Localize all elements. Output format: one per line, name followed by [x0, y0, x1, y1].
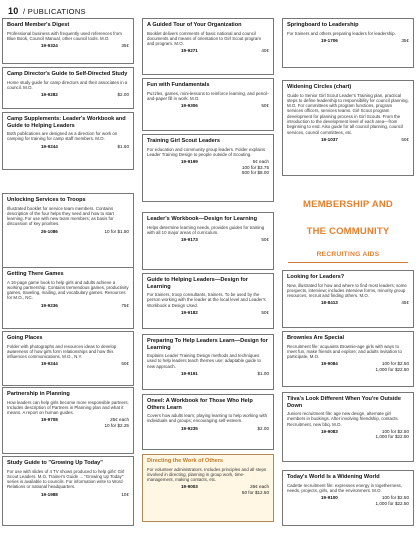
- card-description: A 16-page game book to help girls and adults achieve a working partnership. Contains tremendous games, productivity games, traveling, mailing, and vocabulary games. Resources for M.O., NC.: [7, 279, 129, 301]
- card-footer: [147, 237, 269, 242]
- card-footer: [287, 300, 409, 305]
- price: 1,000 for $22.50: [375, 434, 409, 440]
- card-footer: [147, 48, 269, 53]
- card-title: Board Member's Digest: [7, 22, 70, 28]
- publication-card: [2, 112, 134, 170]
- card-title: Going Places: [7, 335, 43, 341]
- catalog-code: 19-9084: [321, 361, 338, 367]
- card-footer: [7, 229, 129, 234]
- publication-card: [142, 334, 274, 390]
- price: 50 for $12.50: [241, 489, 269, 495]
- card-title: Today's World Is a Widening World: [287, 474, 380, 480]
- card-footer: [7, 417, 129, 428]
- card-description: Guide to Senior Girl Scout Leader's Training plan, practical steps to define leadership to responsibility for council planning. M.O. For committees with program functions, program services officers, services teams. Girl Scout program development for planning process in Girl Scouts. From the introduction to the development level of each area—from beginning to end. Also guide for all council planning, council services, council committees, etc.: [287, 92, 409, 135]
- card-footer: [287, 429, 409, 440]
- card-title: Oneel: A Workbook for Those Who Help Others Learn: [147, 398, 253, 411]
- publication-card-highlighted: [142, 454, 274, 522]
- card-description: Home study guide for camp directors and their associates in a council. M.O.: [7, 79, 128, 90]
- price: 100 for $3.75: [241, 164, 269, 170]
- publication-card: [142, 394, 274, 450]
- card-description: Both publications are designed as a direction for work on camping for training for camp staff members. M.O.: [7, 131, 118, 142]
- card-description: Recruitment file: acquaints Brownie-age girls with ways to meet fun, make friends and explore; and adults invitation to participate, M.O.: [287, 343, 402, 360]
- card-title: Guide to Helping Leaders—Design for Learning: [147, 277, 249, 290]
- card-title: Study Guide to "Growing Up Today": [7, 460, 103, 466]
- card-description: For use with slides of 4 TV shows produced to help girls' Girl Scout Leaders. M.O. Trainer's Guide ... "Growing Up Today" series is available to councils. For information write to Word Relations or national headquarters.: [7, 468, 125, 490]
- card-footer: [287, 137, 409, 142]
- publication-card: [142, 78, 274, 131]
- catalog-code: 19-9324: [41, 43, 58, 49]
- card-title: Unlocking Services to Troops: [7, 197, 86, 203]
- catalog-code: 19-9271: [181, 48, 198, 54]
- card-footer: [7, 144, 129, 149]
- catalog-code: 19-9235: [181, 425, 198, 431]
- price-list: [376, 495, 409, 506]
- card-footer: [287, 361, 409, 372]
- card-footer: [147, 371, 269, 376]
- catalog-code: 19-9191: [181, 371, 198, 377]
- publication-card: [142, 212, 274, 270]
- catalog-code: 19-9306: [181, 103, 198, 109]
- card-title: Tiiva's Look Different When You're Outside Down: [287, 396, 401, 409]
- card-description: Professional business with frequently used references from Blue Book, Council Manual, other council tools. M.O.: [7, 30, 122, 41]
- card-title: Directing the Work of Others: [147, 458, 224, 464]
- card-title: Widening Circles (chart): [287, 84, 352, 90]
- catalog-code: 19-9182: [181, 310, 198, 316]
- card-footer: [7, 92, 129, 97]
- card-footer: [7, 43, 129, 48]
- price: 500 for $8.00: [241, 170, 269, 175]
- card-description: For volunteer administrators. Includes principles and all steps involved in directing, planning in group work, time-management, making contacts, etc.: [147, 466, 267, 483]
- card-description: Covers how adults learn; playing learning to help working with individuals and groups; encouraging self-esteem.: [147, 413, 268, 424]
- publication-card: [282, 470, 414, 526]
- catalog-code: 19-9083: [321, 429, 338, 435]
- section-banner: [282, 183, 414, 270]
- price: 40¢: [261, 48, 269, 54]
- price: 10 for $2.25: [104, 422, 129, 428]
- card-title: Brownies Are Special: [287, 335, 344, 341]
- card-title: Training Girl Scout Leaders: [147, 138, 221, 144]
- card-title: Getting There Games: [7, 271, 64, 277]
- price-list: [242, 159, 269, 175]
- card-title: Leader's Workbook—Design for Learning: [147, 216, 258, 222]
- catalog-code: 19-9282: [41, 92, 58, 98]
- catalog-code: 19-9003: [181, 484, 198, 490]
- catalog-code: 19-1988: [41, 491, 58, 497]
- card-footer: [7, 303, 129, 308]
- card-footer: [287, 495, 409, 506]
- price-list: [242, 484, 269, 495]
- price: $1.60: [117, 143, 129, 149]
- card-footer: [147, 103, 269, 108]
- price: 35¢: [401, 37, 409, 43]
- banner-title-line2: THE COMMUNITY: [306, 226, 390, 237]
- publication-card: [2, 18, 134, 64]
- card-description: Cadette recruitment file: expresses energy in togetherness, needs, projects, girls, and the environment. M.O.: [287, 482, 402, 493]
- banner-subtitle: RECRUITING AIDS: [316, 251, 380, 258]
- catalog-code: 19-9708: [41, 417, 58, 423]
- publication-card: [2, 267, 134, 329]
- price-list: [104, 417, 129, 428]
- price: $2.00: [257, 425, 269, 431]
- catalog-code: 19-1706: [321, 37, 338, 43]
- publication-card: [142, 18, 274, 75]
- page-number: 10: [8, 6, 19, 16]
- publication-card: [282, 331, 414, 387]
- price: $1.00: [257, 371, 269, 377]
- catalog-code: 19-9244: [41, 361, 58, 367]
- card-description: Booklet delivers comments of basic national and council documents and means of orientation to Girl Scout program and program. M.O.: [147, 30, 261, 47]
- card-title: Fun with Fundamentals: [147, 82, 210, 88]
- banner-divider: [288, 262, 408, 263]
- publication-card: [282, 270, 414, 328]
- price: 100 for $2.50: [381, 361, 409, 367]
- card-footer: [7, 492, 129, 497]
- page-header: [8, 6, 86, 16]
- card-footer: [147, 484, 269, 495]
- card-title: Camp Director's Guide to Self-Directed Study: [7, 71, 128, 77]
- price: 100 for $2.50: [381, 429, 409, 435]
- section-title: / PUBLICATIONS: [23, 7, 86, 16]
- price: 100 for $2.50: [381, 495, 409, 501]
- card-description: Illustrated booklet for service team members. Contains description of the four helps they need and how to start learning. For use with new team members; as basis for discussion of key priorities.: [7, 205, 114, 227]
- publication-card: [2, 456, 134, 526]
- card-description: Juniors recruitment file: age new design, alternate girl members in bookings. After involving friendship, contacts. Recruitment, new bbq. M.O.: [287, 411, 399, 427]
- publication-card: [282, 18, 414, 68]
- card-title: Partnership in Planning: [7, 391, 70, 397]
- price: 10¢: [121, 491, 129, 497]
- price: 1,000 for $22.50: [375, 366, 409, 372]
- price-list: [376, 361, 409, 372]
- card-description: For trainers and others preparing leaders for leadership.: [287, 30, 396, 36]
- catalog-code: 26-1086: [41, 228, 58, 234]
- publication-card: [2, 193, 134, 275]
- card-description: For trainers, troop consultants, trainers. To be used by the person working with the leader at the local level and Leader's Workbook a Design Used.: [147, 292, 266, 308]
- price: 45¢: [401, 300, 409, 306]
- price: 10 for $1.50: [104, 228, 129, 234]
- catalog-code: 19-1037: [321, 136, 338, 142]
- publication-card: [2, 387, 134, 454]
- card-description: Folder with photographs and resources ideas to develop awareness of how girls form relationships and how this influences communications. M.O., N.Y.: [7, 343, 117, 360]
- price: 25¢ each: [250, 484, 269, 490]
- card-title: Preparing To Help Leaders Learn—Design for Learning: [147, 338, 268, 351]
- card-description: For education and community group leaders. Folder explains Leader Training Design to people outside of Scouting.: [147, 146, 266, 157]
- card-description: Helps determine learning needs, provides guides for training with all 10 major areas of curriculum.: [147, 224, 265, 235]
- catalog-code: 19-9236: [41, 302, 58, 308]
- price: 50¢: [261, 237, 269, 243]
- card-description: New, illustrated for how and where to find most leaders; some prospects, interview; includes interview forms, minority group resources, recruit and finding others. M.O.: [287, 282, 407, 299]
- price: 75¢: [121, 302, 129, 308]
- price: 35¢: [121, 43, 129, 49]
- publication-card: [282, 392, 414, 462]
- card-title: Camp Supplements: Leader's Workbook and Guide to Helping Leaders: [7, 116, 126, 129]
- price: 50¢: [261, 103, 269, 109]
- card-description: Explains Leader Training Design methods and techniques used to help leaders teach themes use; adaptable guide to new approach.: [147, 353, 261, 369]
- card-footer: [147, 159, 269, 175]
- banner-title-line1: MEMBERSHIP AND: [303, 199, 393, 210]
- card-title: A Guided Tour of Your Organization: [147, 22, 242, 28]
- publication-card: [142, 134, 274, 202]
- price: 1,000 for $22.50: [375, 500, 409, 506]
- publication-card: [2, 67, 134, 109]
- card-footer: [7, 361, 129, 366]
- price: 50¢: [261, 310, 269, 316]
- catalog-code: 19-9100: [321, 495, 338, 501]
- card-title: Springboard to Leadership: [287, 22, 359, 28]
- catalog-code: 19-9244: [41, 143, 58, 149]
- publication-card: [282, 80, 414, 176]
- card-description: Puzzles, games, mini-lessons to reinforce learning, and pencil-and-paper fill in work. M.O.: [147, 90, 269, 101]
- card-description: How leaders can help girls become more responsible partners. Includes description of Partners in Planning plan and what it means. A report on human guides.: [7, 399, 129, 416]
- publication-card: [142, 273, 274, 329]
- card-footer: [287, 38, 409, 43]
- price: 25¢ each: [110, 417, 129, 423]
- price: $2.00: [117, 92, 129, 98]
- publication-card: [2, 331, 134, 386]
- price-list: [376, 429, 409, 440]
- price: 50¢: [401, 136, 409, 142]
- price: 50¢: [121, 361, 129, 367]
- catalog-code: 18-8413: [321, 300, 338, 306]
- catalog-code: 19-9173: [181, 237, 198, 243]
- card-footer: [147, 310, 269, 315]
- price: 5¢ each: [252, 159, 269, 165]
- card-footer: [147, 426, 269, 431]
- catalog-code: 19-9199: [181, 159, 198, 165]
- card-title: Looking for Leaders?: [287, 274, 345, 280]
